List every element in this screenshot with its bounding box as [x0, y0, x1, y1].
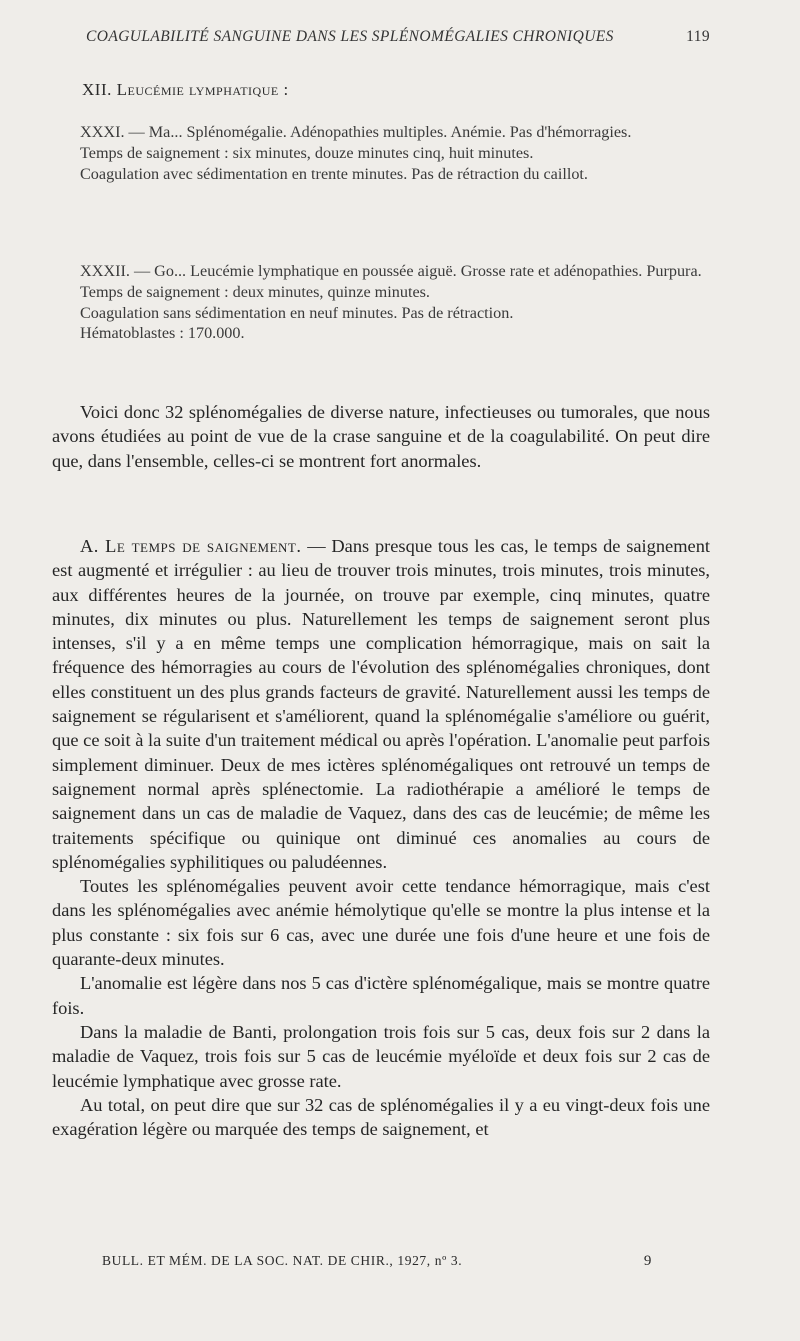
case-line: Hématoblastes : 170.000.: [80, 324, 245, 343]
section-a-paragraph: [52, 534, 710, 874]
paragraph: Dans la maladie de Banti, prolongation trois fois sur 5 cas, deux fois sur 2 dans la maladie de Vaquez, trois fois sur 5 cas de leucémie myéloïde et deux fois sur 2 cas de leucémie lymphatique avec grosse rate.: [52, 1021, 710, 1091]
case-xxxii: [52, 261, 710, 344]
case-xxxi: [52, 122, 710, 184]
section-a-text: — Dans presque tous les cas, le temps de saignement est augmenté et irrégulier : au lieu de trouver trois minutes, trois minutes, trois minutes, aux différentes heures de la journée, on trouve par exemple, cinq minutes, quatre minutes, dix minutes ou plus. Naturellement les temps de saignement seront plus intenses, s'il y a en même temps une complication hémorragique, mais on sait la fréquence des hémorragies au cours de l'évolution des splénomégalies chroniques, dont elles constituent un des plus grands facteurs de gravité. Naturellement aussi les temps de saignement se régularisent et s'améliorent, quand la splénomégalie s'améliore ou guérit, que ce soit à la suite d'un traitement médical ou après l'opération. L'anomalie peut parfois simplement diminuer. Deux de mes ictères splénomégaliques ont retrouvé un temps de saignement normal après splénectomie. La radiothérapie a amélioré le temps de saignement dans un cas de maladie de Vaquez, dans des cas de leucémie; de même les traitements spécifique ou quinique ont diminué ces anomalies au cours de splénomégalies syphilitiques ou paludéennes.: [52, 536, 710, 872]
case-line: XXXII. — Go... Leucémie lymphatique en poussée aiguë. Grosse rate et adénopathies. Purpura.: [80, 262, 702, 280]
case-line: Temps de saignement : six minutes, douze minutes cinq, huit minutes.: [80, 143, 534, 162]
footer: [102, 1253, 652, 1269]
header-title: COAGULABILITÉ SANGUINE DANS LES SPLÉNOMÉGALIES CHRONIQUES: [86, 28, 614, 45]
running-header: [86, 28, 710, 46]
case-line: XXXI. — Ma... Splénomégalie. Adénopathies multiples. Anémie. Pas d'hémorragies.: [80, 123, 632, 141]
intro-paragraph: Voici donc 32 splénomégalies de diverse nature, infectieuses ou tumorales, que nous avons étudiées au point de vue de la crase sanguine et de la coagulabilité. On peut dire que, dans l'ensemble, celles-ci se montrent fort anormales.: [52, 402, 710, 471]
case-line: Temps de saignement : deux minutes, quinze minutes.: [80, 282, 430, 301]
paragraph: L'anomalie est légère dans nos 5 cas d'ictère splénomégalique, mais se montre quatre fois.: [52, 973, 710, 1018]
section-heading: XII. Leucémie lymphatique :: [82, 80, 289, 99]
case-line: Coagulation avec sédimentation en trente minutes. Pas de rétraction du caillot.: [80, 164, 588, 183]
paragraph: Toutes les splénomégalies peuvent avoir cette tendance hémorragique, mais c'est dans les splénomégalies avec anémie hémolytique qu'elle se montre la plus intense et la plus constante : six fois sur 6 cas, avec une durée une fois d'une heure et une fois de quarante-deux minutes.: [52, 876, 710, 970]
footer-citation: BULL. ET MÉM. DE LA SOC. NAT. DE CHIR., 1927, nº 3.: [102, 1253, 463, 1268]
page-number: 119: [686, 28, 710, 45]
case-line: Coagulation sans sédimentation en neuf minutes. Pas de rétraction.: [80, 303, 514, 322]
signature-mark: 9: [643, 1253, 652, 1269]
section-a-heading: A. Le temps de saignement.: [80, 536, 302, 556]
paragraph: Au total, on peut dire que sur 32 cas de splénomégalies il y a eu vingt-deux fois une exagération légère ou marquée des temps de saignement, et: [52, 1094, 710, 1140]
section-a: [52, 534, 710, 1141]
